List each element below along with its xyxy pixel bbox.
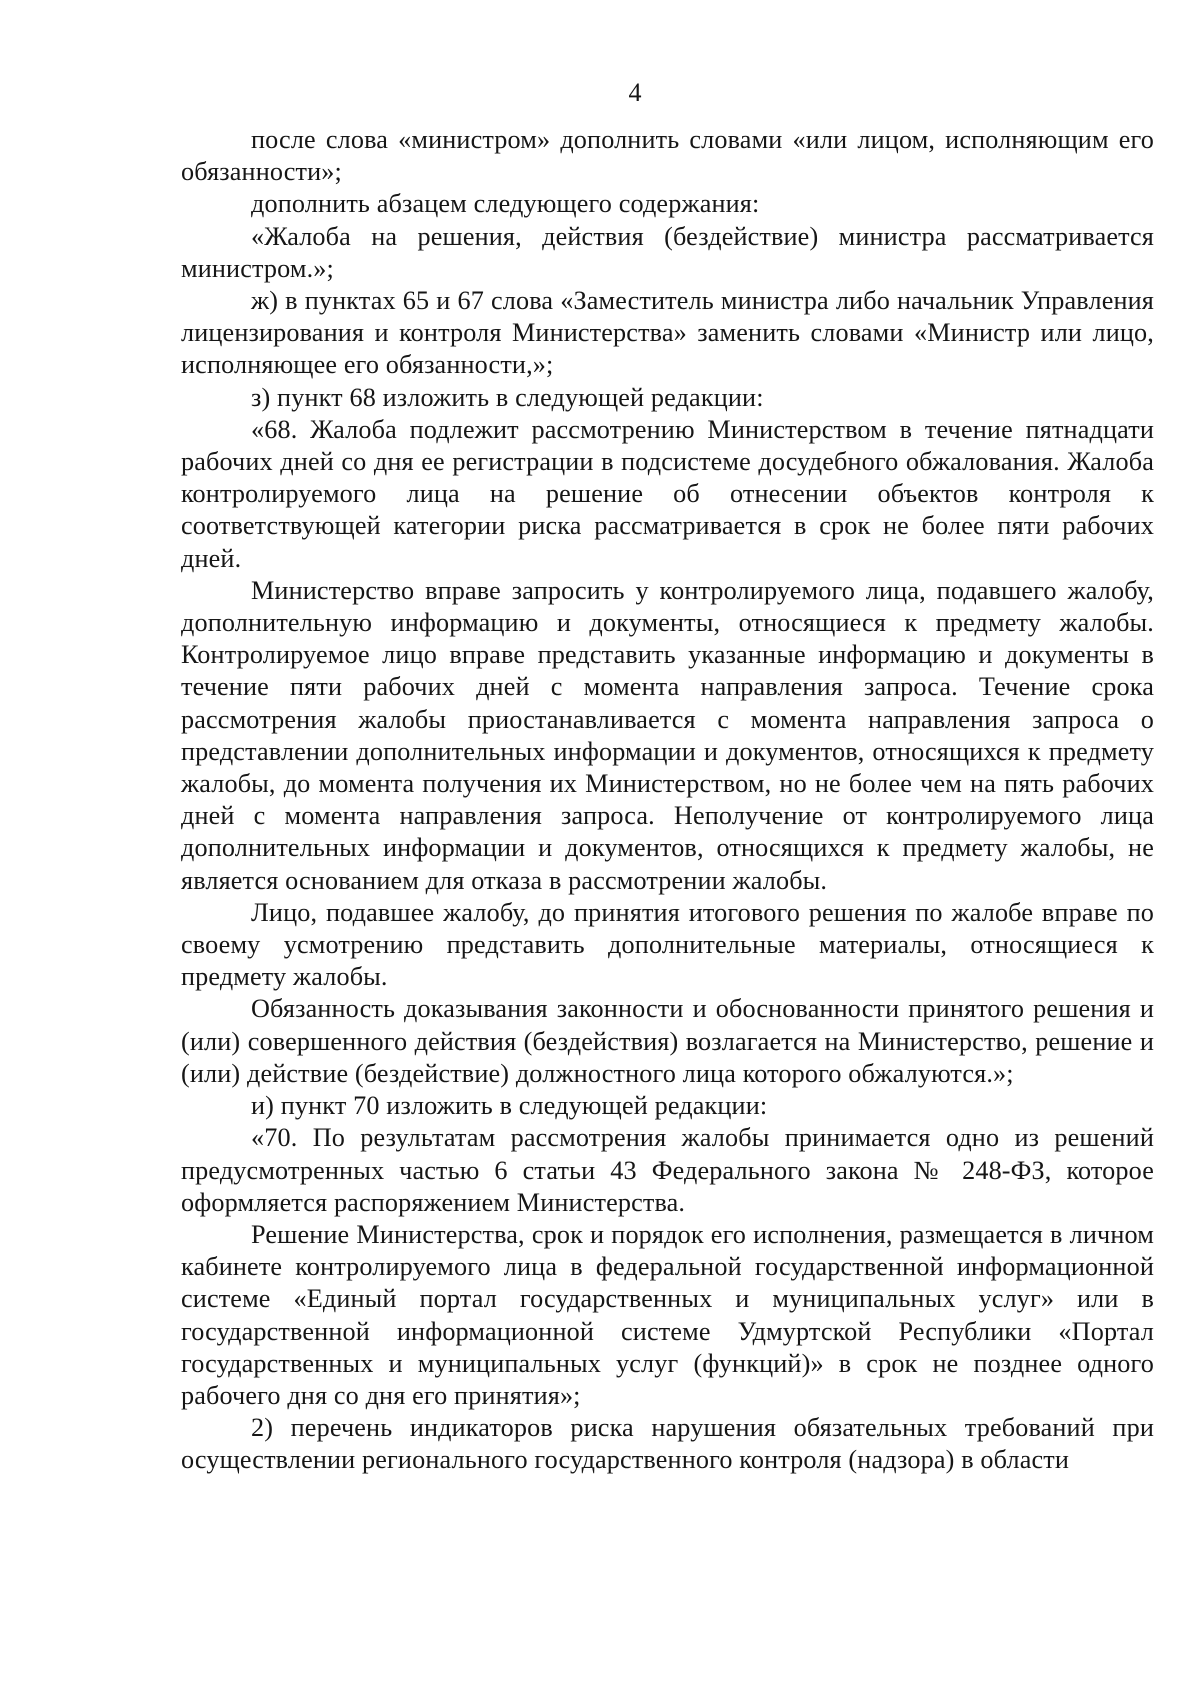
paragraph: 2) перечень индикаторов риска нарушения обязательных требований при осуществлении регионального государственного контроля (надзора) в области	[181, 1413, 1154, 1475]
paragraph: «68. Жалоба подлежит рассмотрению Министерством в течение пятнадцати рабочих дней со дня ее регистрации в подсистеме досудебного обжалования. Жалоба контролируемого лица на решение об отнесении объектов контроля к соответствующей категории риска рассматривается в срок не более пяти рабочих дней.	[181, 414, 1154, 573]
paragraph: и) пункт 70 изложить в следующей редакции:	[251, 1091, 768, 1121]
paragraph: Решение Министерства, срок и порядок его исполнения, размещается в личном кабинете контролируемого лица в федеральной государственной информационной системе «Единый портал государственных и муниципальных услуг» или в государственной информационной системе Удмуртской Республики «Портал государственных и муниципальных услуг (функций)» в срок не позднее одного рабочего дня со дня его принятия»;	[181, 1219, 1154, 1410]
paragraph: Обязанность доказывания законности и обоснованности принятого решения и (или) совершенного действия (бездействия) возлагается на Министерство, решение и (или) действие (бездействие) должностного лица которого обжалуются.»;	[181, 994, 1154, 1088]
paragraph: «70. По результатам рассмотрения жалобы принимается одно из решений предусмотренных частью 6 статьи 43 Федерального закона № 248-ФЗ, которое оформляется распоряжением Министерства.	[181, 1123, 1154, 1217]
document-body	[181, 124, 1154, 1477]
paragraph: Министерство вправе запросить у контролируемого лица, подавшего жалобу, дополнительную информацию и документы, относящиеся к предмету жалобы. Контролируемое лицо вправе представить указанные информацию и документы в течение пяти рабочих дней с момента направления запроса. Течение срока рассмотрения жалобы приостанавливается с момента направления запроса о представлении дополнительных информации и документов, относящихся к предмету жалобы, до момента получения их Министерством, но не более чем на пять рабочих дней с момента направления запроса. Неполучение от контролируемого лица дополнительных информации и документов, относящихся к предмету жалобы, не является основанием для отказа в рассмотрении жалобы.	[181, 575, 1154, 895]
paragraph: ж) в пунктах 65 и 67 слова «Заместитель министра либо начальник Управления лицензирования и контроля Министерства» заменить словами «Министр или лицо, исполняющее его обязанности,»;	[181, 286, 1154, 380]
paragraph: Лицо, подавшее жалобу, до принятия итогового решения по жалобе вправе по своему усмотрению представить дополнительные материалы, относящиеся к предмету жалобы.	[181, 897, 1154, 992]
page-number: 4	[628, 78, 642, 107]
paragraph: «Жалоба на решения, действия (бездействие) министра рассматривается министром.»;	[181, 221, 1154, 283]
paragraph: после слова «министром» дополнить словами «или лицом, исполняющим его обязанности»;	[181, 125, 1154, 187]
paragraph: дополнить абзацем следующего содержания:	[251, 189, 760, 219]
paragraph: з) пункт 68 изложить в следующей редакции:	[251, 382, 764, 412]
